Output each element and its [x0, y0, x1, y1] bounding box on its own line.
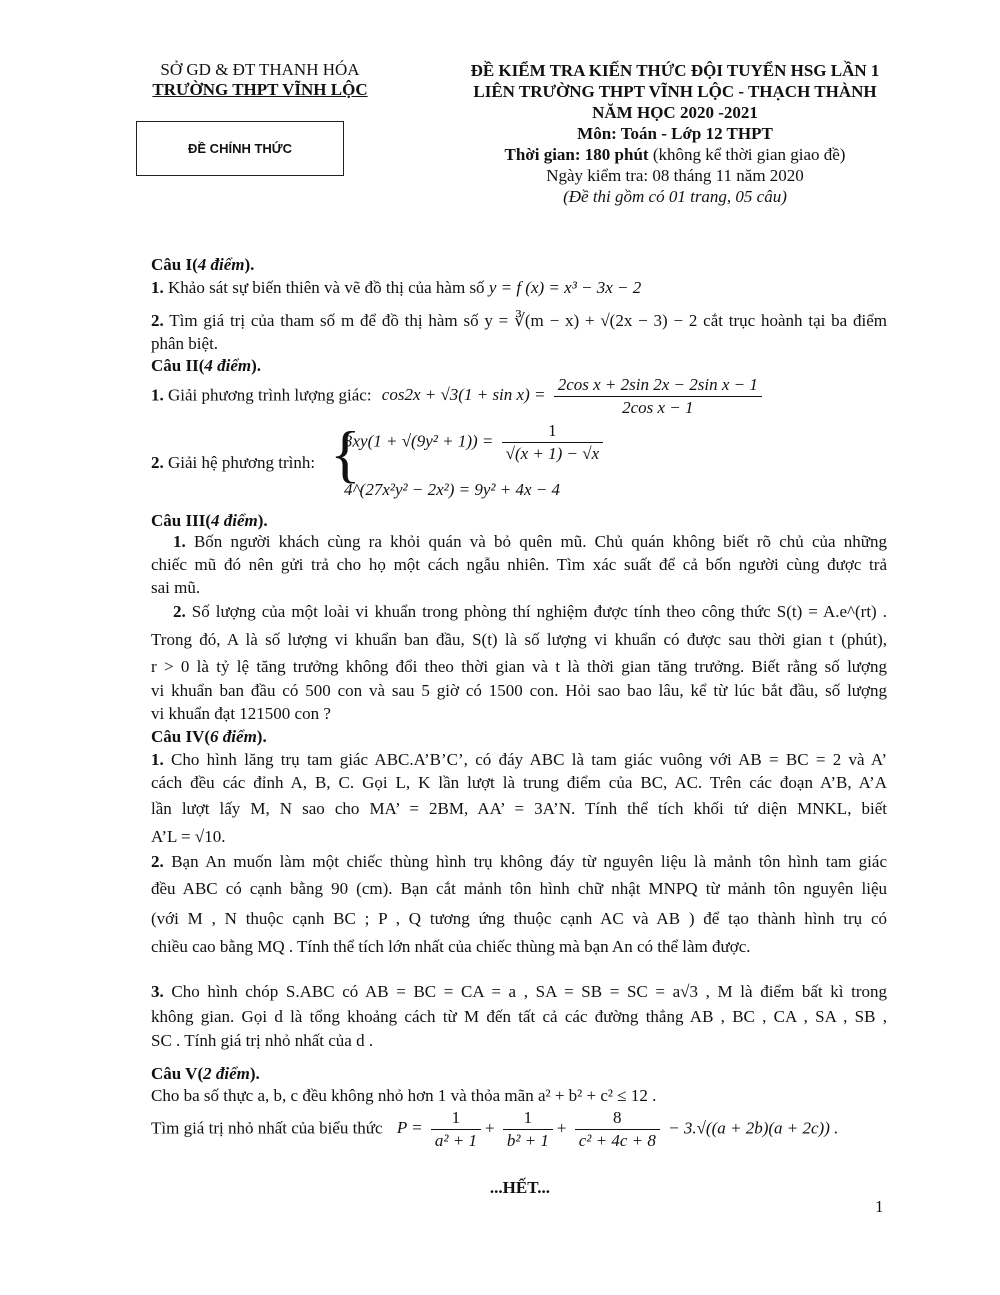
question-1-part-2: 2. Tìm giá trị của tham số m để đồ thị hàm số y = ∛(m − x) + √(2x − 3) − 2 cắt trục hoành tại ba điểm: [151, 311, 887, 330]
question-4-part-3-l2: không gian. Gọi d là tổng khoảng cách từ M đến tất cả các đường thẳng AB , BC , CA , SA , SB ,: [151, 1007, 887, 1026]
question-3-part-2-l4: vi khuẩn ban đầu có 500 con và sau 5 giờ có 1500 con. Hỏi sao bao lâu, kể từ lúc bắt đầu, số lượng: [151, 681, 887, 700]
question-3-part-1-l2: chiếc mũ đó nên gửi trả cho họ một cách ngẫu nhiên. Tìm xác suất để cả bốn người cùng được trả: [151, 555, 887, 574]
question-1-part-2-cont: phân biệt.: [151, 334, 219, 353]
question-4-part-3-l3: SC . Tính giá trị nhỏ nhất của d .: [151, 1031, 374, 1050]
question-5-expression: Tìm giá trị nhỏ nhất của biểu thức P = $\frac{1}{\text{a² + 1}}$ + $\frac{1}{\text{b² + 1}}$ + $\frac{8}{\text{c² + 4c + 8}}$ − 3.√((a + 2b)(a + 2c)) .: [151, 1108, 839, 1150]
question-4-part-2-l4: chiều cao bằng MQ . Tính thể tích lớn nhất của chiếc thùng mà bạn An có thể làm được.: [151, 937, 751, 956]
question-3-part-2-l3: r > 0 là tỷ lệ tăng trưởng không đổi theo thời gian và t là thời gian tăng trưởng. Biết rằng số lượng: [151, 657, 887, 676]
question-4-title: Câu IV(6 điểm).: [151, 727, 267, 746]
question-2-part-2-label: 2. Giải hệ phương trình:: [151, 453, 316, 472]
end-marker: ...HẾT...: [489, 1178, 551, 1197]
question-5-title: Câu V(2 điểm).: [151, 1064, 260, 1083]
question-1-part-1: 1. Khảo sát sự biến thiên và vẽ đồ thị của hàm số y = f (x) = x³ − 3x − 2: [151, 278, 642, 297]
department-name: SỞ GD & ĐT THANH HÓA: [160, 60, 360, 79]
time-line: [440, 144, 910, 165]
pages-note: (Đề thi gồm có 01 trang, 05 câu): [563, 187, 787, 206]
official-exam-box: [136, 121, 344, 176]
time-bold: Thời gian: 180 phút: [504, 145, 649, 164]
school-department: [130, 60, 390, 100]
question-4-part-1-l1: 1. Cho hình lăng trụ tam giác ABC.A’B’C’, có đáy ABC là tam giác vuông với AB = BC = 2 và A’: [151, 750, 887, 769]
subject-line: Môn: Toán - Lớp 12 THPT: [577, 124, 773, 143]
question-3-part-2-l5: vi khuẩn đạt 121500 con ?: [151, 704, 331, 723]
question-1-title: Câu I(4 điểm).: [151, 255, 255, 274]
question-4-part-1-l4: A’L = √10.: [151, 827, 226, 846]
question-2-part-1: 1. Giải phương trình lượng giác: cos2x + √3(1 + sin x) = $\frac{\text{2cos x + 2sin 2x − 2sin x − 1}}{\text{2cos x − 1}}$: [151, 374, 766, 419]
trig-fraction: $\frac{\text{2cos x + 2sin 2x − 2sin x − 1}}{\text{2cos x − 1}}$: [554, 374, 762, 419]
question-4-part-2-l2: đều ABC có cạnh bằng 90 (cm). Bạn cắt mảnh tôn hình chữ nhật MNPQ từ mảnh tôn nguyên liệu: [151, 879, 887, 898]
system-brace: {: [330, 418, 361, 489]
question-4-part-2-l3: (với M , N thuộc cạnh BC ; P , Q tương ứng thuộc cạnh AC và AB ) để tạo thành hình trụ có: [151, 909, 887, 928]
school-name: TRƯỜNG THPT VĨNH LỘC: [152, 80, 368, 99]
question-4-part-2-l1: 2. Bạn An muốn làm một chiếc thùng hình trụ không đáy từ nguyên liệu là mảnh tôn hình tam giác: [151, 852, 887, 871]
exam-header: [440, 60, 910, 207]
exam-schools: LIÊN TRƯỜNG THPT VĨNH LỘC - THẠCH THÀNH: [473, 82, 877, 101]
official-exam-label: ĐỀ CHÍNH THỨC: [188, 141, 292, 156]
question-4-part-1-l2: cách đều các đỉnh A, B, C. Gọi L, K lần lượt là trung điểm của BC, AC. Trên các đoạn A’B, A’A: [151, 773, 887, 792]
question-4-part-1-l3: lần lượt lấy M, N sao cho MA’ = 2BM, AA’ = 3A’N. Tính thể tích khối tứ diện MNKL, biết: [151, 799, 887, 818]
system-equation-1: 3xy(1 + √(9y² + 1)) = $\frac{1}{√(x + 1) - √x}$: [344, 420, 607, 465]
exam-title: ĐỀ KIỂM TRA KIẾN THỨC ĐỘI TUYỂN HSG LẦN 1: [470, 61, 880, 80]
question-5-condition: Cho ba số thực a, b, c đều không nhỏ hơn 1 và thỏa mãn a² + b² + c² ≤ 12 .: [151, 1086, 657, 1105]
page-number: 1: [875, 1197, 884, 1216]
school-year: NĂM HỌC 2020 -2021: [592, 103, 758, 122]
question-3-part-2-l2: Trong đó, A là số lượng vi khuẩn ban đầu, S(t) là số lượng vi khuẩn có được sau thời gian t (phút),: [151, 630, 887, 649]
exam-date: Ngày kiểm tra: 08 tháng 11 năm 2020: [546, 166, 804, 185]
time-note: (không kể thời gian giao đề): [648, 145, 846, 164]
system-equation-2: 4^(27x²y² − 2x²) = 9y² + 4x − 4: [344, 480, 560, 499]
question-3-part-2-l1: 2. Số lượng của một loài vi khuẩn trong phòng thí nghiệm được tính theo công thức S(t) = A.e^(rt) .: [173, 602, 887, 621]
question-3-part-1-l1: 1. Bốn người khách cùng ra khỏi quán và bỏ quên mũ. Chủ quán không biết rõ chủ của những: [173, 532, 887, 551]
question-4-part-3-l1: 3. Cho hình chóp S.ABC có AB = BC = CA = a , SA = SB = SC = a√3 , M là điểm bất kì trong: [151, 982, 887, 1001]
question-3-title: Câu III(4 điểm).: [151, 511, 268, 530]
question-2-title: Câu II(4 điểm).: [151, 356, 262, 375]
question-3-part-1-l3: sai mũ.: [151, 578, 201, 597]
